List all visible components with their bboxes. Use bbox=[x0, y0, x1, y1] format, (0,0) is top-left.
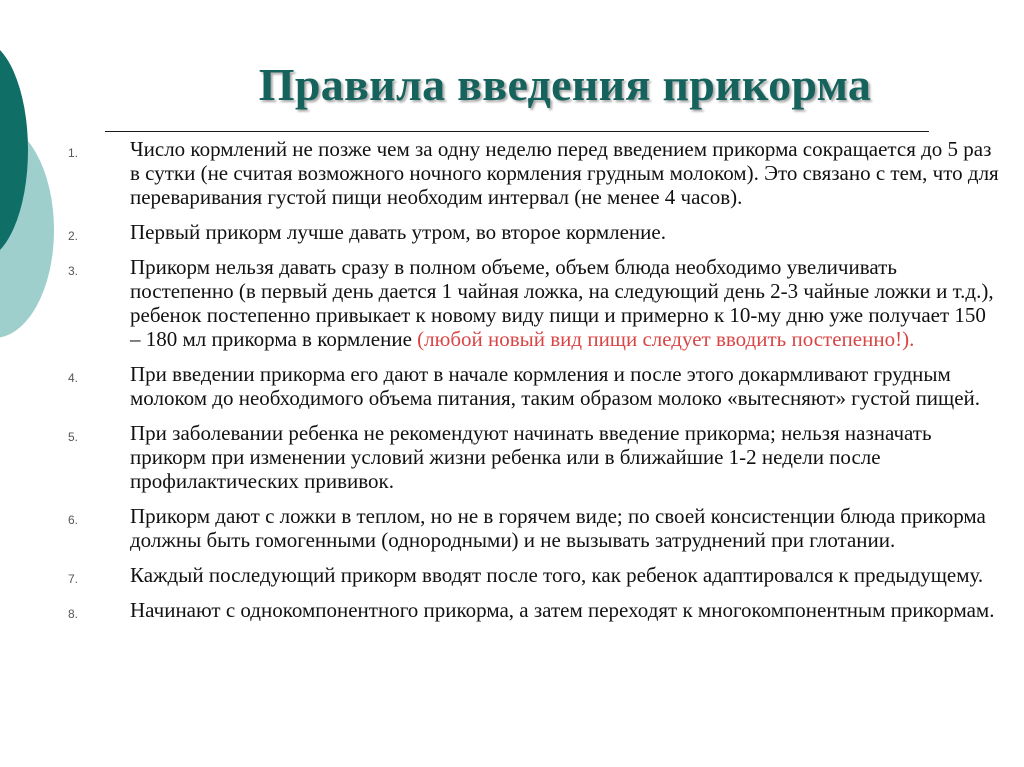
slide-title: Правила введения прикорма bbox=[258, 59, 872, 110]
list-item-number: 6. bbox=[68, 513, 79, 527]
list-item bbox=[0, 421, 1024, 493]
list-item-number: 8. bbox=[68, 607, 79, 621]
list-item-number: 4. bbox=[68, 371, 79, 385]
list-item-text: При введении прикорма его дают в начале кормления и после этого докармливают грудным молоком до необходимого объема питания, таким образом молоко «вытесняют» густой пищей. bbox=[130, 362, 981, 410]
list-item bbox=[0, 362, 1024, 410]
title-divider bbox=[105, 131, 929, 132]
rules-list bbox=[0, 137, 1024, 633]
list-item-number: 2. bbox=[68, 229, 79, 243]
list-item bbox=[0, 220, 1024, 244]
list-item-text: Прикорм дают с ложки в теплом, но не в горячем виде; по своей консистенции блюда прикорма должны быть гомогенными (однородными) и не вызывать затруднений при глотании. bbox=[130, 504, 986, 552]
list-item-text: Каждый последующий прикорм вводят после того, как ребенок адаптировался к предыдущему. bbox=[130, 563, 984, 587]
list-item bbox=[0, 563, 1024, 587]
list-item bbox=[0, 598, 1024, 622]
list-item-text: Прикорм нельзя давать сразу в полном объеме, объем блюда необходимо увеличивать постепенно (в первый день дается 1 чайная ложка, на следующий день 2-3 чайные ложки и т.д.), ребенок постепенно привыкает к новому виду пищи и примерно к 10-му дню уже получает 150 – 180 мл прикорма в кормление (любой новый вид пищи следует вводить постепенно!). bbox=[130, 255, 994, 351]
list-item-text: При заболевании ребенка не рекомендуют начинать введение прикорма; нельзя назначать прикорм при изменении условий жизни ребенка или в ближайшие 1-2 недели после профилактических прививок. bbox=[130, 421, 932, 493]
list-item-text: Число кормлений не позже чем за одну неделю перед введением прикорма сокращается до 5 раз в сутки (не считая возможного ночного кормления грудным молоком). Это связано с тем, что для переваривания густой пищи необходим интервал (не менее 4 часов). bbox=[130, 137, 999, 209]
list-item-number: 3. bbox=[68, 264, 79, 278]
list-item-text: Первый прикорм лучше давать утром, во второе кормление. bbox=[130, 220, 666, 244]
list-item-number: 1. bbox=[68, 146, 79, 160]
list-item bbox=[0, 137, 1024, 209]
list-item-number: 7. bbox=[68, 572, 79, 586]
list-item bbox=[0, 504, 1024, 552]
list-item-emphasis: (любой новый вид пищи следует вводить постепенно!). bbox=[417, 327, 915, 351]
list-item-text: Начинают с однокомпонентного прикорма, а затем переходят к многокомпонентным прикормам. bbox=[130, 598, 995, 622]
list-item bbox=[0, 255, 1024, 351]
list-item-number: 5. bbox=[68, 430, 79, 444]
